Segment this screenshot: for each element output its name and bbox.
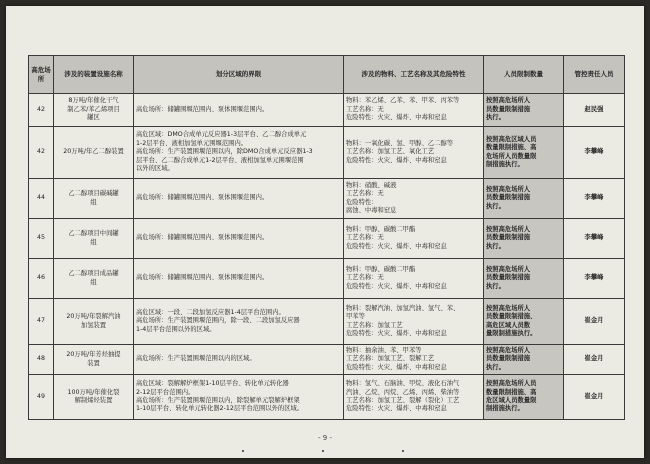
table-row (29, 375, 625, 420)
cell-boundary-line: 高危区域：裂解解炉框架1-10层平台、转化单元转化器 (136, 380, 289, 388)
cell-facility-line: 乙二醇项目中间罐 (68, 230, 119, 238)
cell-limit-line: 高危区域人员数 (486, 321, 531, 329)
cell-limit-line: 执行。 (486, 202, 505, 210)
cell-materials-line: 危险特性：火灾、爆炸、中毒和窒息 (346, 242, 447, 250)
cell-facility-line: 罐区 (87, 114, 100, 122)
cell-facility (54, 259, 134, 299)
cell-limit-line: 执行。 (486, 363, 505, 371)
cell-boundary-line: 高危场所：储罐围堰范围内、泵体围堰范围内。 (136, 105, 269, 113)
cell-materials-line: 物料：苯乙烯、乙苯、苯、甲苯、丙苯等 (346, 97, 460, 105)
cell-boundary (134, 375, 344, 420)
cell-facility-line: 组 (90, 278, 97, 286)
cell-id: 42 (29, 94, 54, 127)
page-number: - 9 - (318, 434, 332, 442)
cell-materials-line: 汽油、乙烷、丙烷、乙烯、丙烯、柴油等 (346, 388, 460, 396)
cell-limit-line: 员数量限制措施 (486, 105, 531, 113)
cell-boundary-line: 1-4层平台范围以外的区域。 (136, 325, 216, 333)
cell-person: 李攀峰 (564, 127, 625, 179)
cell-boundary-line: 1-2层平台、液相加氢单元围堰范围内。 (136, 139, 248, 147)
cell-materials-line: 物料：氢气、石脑油、甲烷、液化石油气 (346, 380, 460, 388)
cell-limit-line: 执行。 (486, 114, 505, 122)
cell-materials-line: 工艺名称：无 (346, 234, 384, 242)
cell-limit-line: 员数量限制措施 (486, 355, 531, 363)
cell-boundary-line: 高危区域：DMO合成单元反应器1-3层平台、乙二醇合成单元 (136, 131, 307, 139)
cell-limit-line: 执行。 (486, 242, 505, 250)
cell-materials-line: 工艺名称：无 (346, 190, 384, 198)
document-page (6, 6, 644, 458)
cell-id: 42 (29, 127, 54, 179)
binding-dots (6, 450, 644, 454)
cell-boundary-line: 高危场所：生产装置围堰范围以内的区域。 (136, 355, 256, 363)
cell-materials-line: 工艺名称：无 (346, 274, 384, 282)
cell-materials-line: 物料：抽余油、苯、甲苯等 (346, 346, 422, 354)
table-row (29, 219, 625, 259)
cell-boundary-line: 高危场所：生产装置围堰范围内，除一段、二段加氢反应器 (136, 317, 300, 325)
cell-limit (484, 127, 564, 179)
cell-limit (484, 299, 564, 345)
cell-id: 44 (29, 179, 54, 219)
cell-materials (344, 127, 484, 179)
cell-boundary (134, 127, 344, 179)
cell-boundary (134, 259, 344, 299)
cell-boundary-line: 高危区域：一段、二段加氢反应器1-4层平台范围内。 (136, 308, 285, 316)
cell-facility-line: 装置 (87, 359, 100, 367)
table-row (29, 345, 625, 375)
cell-limit (484, 179, 564, 219)
cell-materials-line: 危险特性：火灾、爆炸、中毒和窒息 (346, 363, 447, 371)
cell-boundary-line: 高危场所：储罐围堰范围内、泵体围堰范围内。 (136, 194, 269, 202)
cell-facility-line: 乙二醇项目碳碱罐 (68, 190, 119, 198)
cell-limit-line: 按照高危场所人 (486, 346, 531, 354)
cell-materials-line: 物料：硝酸、碱液 (346, 181, 397, 189)
cell-facility-line: 100万吨/年催化裂 (67, 388, 120, 396)
cell-facility-line: 组 (90, 238, 97, 246)
cell-limit-line: 员数量限制措施 (486, 234, 531, 242)
cell-materials-line: 危险特性： (346, 198, 378, 206)
cell-boundary (134, 179, 344, 219)
cell-facility-line: 制乙苯/苯乙烯项目 (67, 105, 120, 113)
cell-facility-line: 组 (90, 198, 97, 206)
cell-materials (344, 179, 484, 219)
cell-facility (54, 179, 134, 219)
cell-facility (54, 375, 134, 420)
cell-limit-line: 制措施执行。 (486, 405, 524, 413)
cell-limit (484, 375, 564, 420)
cell-limit-line: 数量限制措施、高 (486, 144, 537, 152)
cell-boundary (134, 345, 344, 375)
cell-facility-line: 20万吨/年裂解汽油 (66, 313, 121, 321)
cell-boundary-line: 1-10层平台、转化单元转化器2-12层平台范围以外的区域。 (136, 405, 304, 413)
cell-boundary-line: 高危场所：生产装置围堰范围以内，除DMO合成单元反应器1-3 (136, 148, 313, 156)
cell-limit-line: 制措施执行。 (486, 160, 524, 168)
header-person: 管控责任人员 (564, 56, 625, 94)
cell-materials-line: 工艺名称：加氢工艺、氧化工艺 (346, 148, 435, 156)
cell-materials (344, 299, 484, 345)
cell-materials-line: 危险特性：火灾、爆炸、中毒和窒息 (346, 282, 447, 290)
cell-id: 45 (29, 219, 54, 259)
table-header-row (29, 56, 625, 94)
cell-person: 李攀峰 (564, 259, 625, 299)
cell-facility-line: 8万吨/年催化干气 (68, 97, 119, 105)
cell-materials-line: 甲苯等 (346, 313, 365, 321)
cell-limit (484, 259, 564, 299)
cell-facility-line: 解制烯烃装置 (74, 397, 113, 404)
cell-limit-line: 危场所人员数量限 (486, 152, 537, 160)
cell-materials-line: 工艺名称：无 (346, 105, 384, 113)
cell-boundary-line: 以外的区域。 (136, 165, 174, 173)
cell-id: 49 (29, 375, 54, 420)
cell-materials-line: 物料：裂解汽油、加氢汽油、氢气、苯、 (346, 304, 460, 312)
cell-facility (54, 299, 134, 345)
cell-materials (344, 94, 484, 127)
cell-person: 李攀峰 (564, 179, 625, 219)
cell-facility (54, 127, 134, 179)
cell-facility-line: 乙二醇项目成品罐 (68, 270, 119, 278)
cell-materials-line: 危险特性：火灾、爆炸、中毒和窒息 (346, 114, 447, 122)
cell-boundary-line: 高危场所：生产装置围堰范围以内，除裂解单元裂解炉框架 (136, 397, 300, 404)
hazard-area-table (28, 55, 625, 420)
table-body (29, 94, 625, 420)
cell-limit (484, 94, 564, 127)
cell-materials-line: 危险特性：火灾、爆炸、中毒和窒息 (346, 405, 447, 413)
cell-materials-line: 危险特性：火灾、爆炸、中毒和窒息 (346, 156, 447, 164)
header-boundary: 划分区域的界限 (134, 56, 344, 94)
cell-facility-line: 加氢装置 (80, 321, 107, 329)
cell-limit-line: 数量限制措施、高 (486, 388, 537, 396)
table-row (29, 259, 625, 299)
cell-limit-line: 员数量限制措施 (486, 274, 531, 282)
cell-materials-line: 工艺名称：加氢工艺 (346, 321, 403, 329)
cell-limit (484, 219, 564, 259)
cell-materials-line: 物料：甲醇、碳酸二甲酯 (346, 225, 416, 233)
cell-boundary-line: 高危场所：储罐围堰范围内、泵体围堰范围内。 (136, 274, 269, 282)
cell-person: 赵民强 (564, 94, 625, 127)
cell-facility-line: 20万吨/年芳烃抽提 (66, 351, 121, 359)
cell-limit-line: 按照高危区域人员 (486, 135, 537, 143)
cell-limit-line: 按照高危场所人 (486, 304, 531, 312)
cell-boundary (134, 94, 344, 127)
cell-person: 李攀峰 (564, 219, 625, 259)
cell-person: 崔金月 (564, 299, 625, 345)
cell-id: 48 (29, 345, 54, 375)
cell-person: 崔金月 (564, 375, 625, 420)
cell-boundary (134, 219, 344, 259)
cell-materials (344, 375, 484, 420)
header-materials: 涉及的物料、工艺名称及其危险特性 (344, 56, 484, 94)
table-row (29, 179, 625, 219)
cell-materials-line: 物料：甲醇、碳酸二甲酯 (346, 265, 416, 273)
cell-limit-line: 按照高危场所人 (486, 225, 531, 233)
cell-id: 46 (29, 259, 54, 299)
header-id: 高危场所 (29, 56, 54, 94)
table-row (29, 127, 625, 179)
cell-facility (54, 345, 134, 375)
cell-materials-line: 物料：一氧化碳、氢、甲醇、乙二醇等 (346, 139, 454, 147)
cell-facility-line: 20万吨/年乙二醇装置 (63, 148, 124, 156)
cell-limit-line: 执行。 (486, 282, 505, 290)
table-row (29, 94, 625, 127)
table-row (29, 299, 625, 345)
cell-person: 崔金月 (564, 345, 625, 375)
cell-id: 47 (29, 299, 54, 345)
cell-facility (54, 94, 134, 127)
cell-boundary-line: 2-12层平台范围内。 (136, 388, 195, 396)
cell-limit-line: 量限制措施执行。 (486, 329, 537, 337)
header-facility: 涉及的装置设施名称 (54, 56, 134, 94)
cell-materials (344, 219, 484, 259)
cell-boundary-line: 层平台、乙二醇合成单元1-2层平台、液相加氢单元围堰范围 (136, 156, 304, 164)
cell-boundary-line: 高危场所：储罐围堰范围内、泵体围堰范围内。 (136, 234, 269, 242)
cell-materials-line: 危险特性：火灾、爆炸、中毒和窒息 (346, 329, 447, 337)
cell-limit-line: 按照高危场所人员 (486, 380, 537, 388)
cell-boundary (134, 299, 344, 345)
cell-limit-line: 危区域人员数量限 (486, 397, 537, 404)
cell-limit (484, 345, 564, 375)
cell-materials-line: 腐蚀、中毒和窒息 (346, 206, 397, 214)
cell-limit-line: 员数量限制措施、 (486, 313, 537, 321)
header-limit: 人员限制数量 (484, 56, 564, 94)
cell-limit-line: 员数量限制措施 (486, 194, 531, 202)
cell-materials-line: 工艺名称：加氢工艺、裂解（裂化）工艺 (346, 397, 460, 404)
cell-materials (344, 345, 484, 375)
cell-limit-line: 按照高危场所人 (486, 185, 531, 193)
cell-limit-line: 按照高危场所人 (486, 97, 531, 105)
cell-materials-line: 工艺名称：加氢工艺、裂解工艺 (346, 355, 435, 363)
cell-materials (344, 259, 484, 299)
cell-facility (54, 219, 134, 259)
cell-limit-line: 按照高危场所人 (486, 265, 531, 273)
